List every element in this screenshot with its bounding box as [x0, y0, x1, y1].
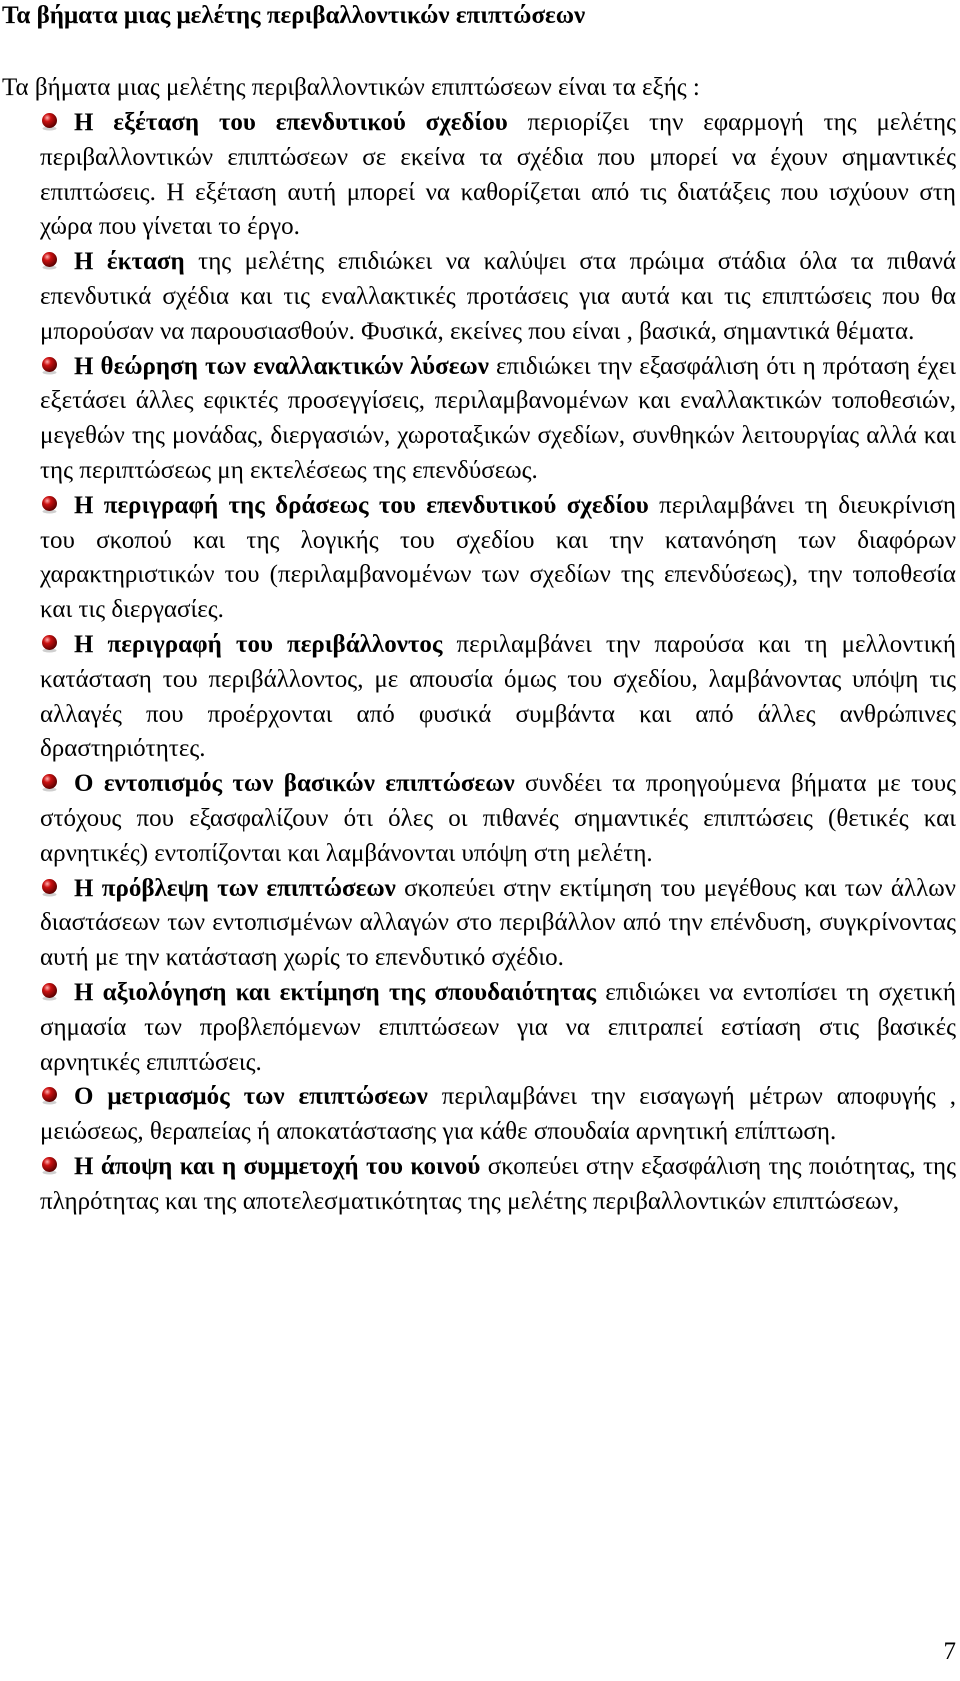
list-item	[40, 1080, 956, 1150]
list-item	[40, 245, 956, 349]
intro-paragraph: Τα βήματα μιας μελέτης περιβαλλοντικών επιπτώσεων είναι τα εξής :	[2, 74, 700, 101]
item-term: Ο εντοπισμός των βασικών επιπτώσεων	[74, 770, 515, 798]
red-ball-bullet-icon	[40, 356, 59, 375]
list-item	[40, 489, 956, 628]
red-ball-bullet-icon	[40, 112, 59, 131]
page-title: Τα βήματα μιας μελέτης περιβαλλοντικών επιπτώσεων	[2, 2, 586, 29]
item-term: Ο μετριασμός των επιπτώσεων	[74, 1083, 428, 1111]
item-text: περιλαμβάνει τη διευκρίνιση του σκοπού και της λογικής του σχεδίου και την κατανόηση των διαφόρων χαρακτηριστικών του (περιλαμβανομένων των σχεδίων της επενδύσεως), την τοποθεσία και τις διεργασίες.	[40, 491, 957, 624]
item-text: περιορίζει την εφαρμογή της μελέτης περιβαλλοντικών επιπτώσεων σε εκείνα τα σχέδια που μπορεί να έχουν σημαντικές επιπτώσεις. Η εξέταση αυτή μπορεί να καθορίζεται από τις διατάξεις που ισχύουν στη χώρα που γίνεται το έργο.	[40, 109, 956, 241]
page-number: 7	[943, 1638, 956, 1665]
red-ball-bullet-icon	[40, 1086, 59, 1105]
red-ball-bullet-icon	[40, 773, 59, 792]
item-text: επιδιώκει την εξασφάλιση ότι η πρόταση έχει εξετάσει άλλες εφικτές προσεγγίσεις, περιλαμβανομένων και εναλλακτικών τοποθεσιών, μεγεθών της μονάδας, διεργασιών, χωροταξικών σχεδίων, συνθηκών λειτουργίας αλλά και της περιπτώσεως μη εκτελέσεως της επενδύσεως.	[40, 352, 956, 484]
item-term: Η άποψη και η συμμετοχή του κοινού	[74, 1152, 481, 1180]
red-ball-bullet-icon	[40, 1156, 59, 1175]
item-text: περιλαμβάνει την εισαγωγή μέτρων αποφυγής , μειώσεως, θεραπείας ή αποκατάστασης για κάθε σπουδαία αρνητική επίπτωση.	[40, 1083, 956, 1146]
item-term: Η εξέταση του επενδυτικού σχεδίου	[74, 109, 508, 136]
list-item	[40, 767, 956, 871]
list-item	[40, 1150, 956, 1220]
red-ball-bullet-icon	[40, 982, 59, 1001]
list-item	[40, 350, 956, 489]
item-term: Η θεώρηση των εναλλακτικών λύσεων	[74, 352, 489, 380]
red-ball-bullet-icon	[40, 495, 59, 514]
item-text: συνδέει τα προηγούμενα βήματα με τους στόχους που εξασφαλίζουν ότι όλες οι πιθανές σημαντικές επιπτώσεις (θετικές και αρνητικές) εντοπίζονται και λαμβάνονται υπόψη στη μελέτη.	[40, 770, 956, 867]
list-item	[40, 976, 956, 1080]
item-text: σκοπεύει στην εκτίμηση του μεγέθους και των άλλων διαστάσεων των εντοπισμένων αλλαγών στο περιβάλλον από την επένδυση, συγκρίνοντας αυτή με την κατάσταση χωρίς το επενδυτικό σχέδιο.	[40, 874, 956, 972]
item-text: σκοπεύει στην εξασφάλιση της ποιότητας, της πληρότητας και της αποτελεσματικότητας της μελέτης περιβαλλοντικών επιπτώσεων,	[40, 1152, 956, 1215]
item-term: Η περιγραφή του περιβάλλοντος	[74, 630, 443, 658]
red-ball-bullet-icon	[40, 251, 59, 270]
item-term: Η έκταση	[74, 248, 185, 276]
bullet-list	[40, 106, 956, 1220]
list-item	[40, 872, 956, 976]
item-term: Η αξιολόγηση και εκτίμηση της σπουδαιότητας	[74, 978, 597, 1006]
item-text: περιλαμβάνει την παρούσα και τη μελλοντική κατάσταση του περιβάλλοντος, με απουσία όμως του σχεδίου, λαμβάνοντας υπόψη τις αλλαγές που προέρχονται από φυσικά συμβάντα και από άλλες ανθρώπινες δραστηριότητες.	[40, 630, 956, 763]
item-term: Η περιγραφή της δράσεως του επενδυτικού σχεδίου	[74, 491, 649, 519]
item-text: της μελέτης επιδιώκει να καλύψει στα πρώιμα στάδια όλα τα πιθανά επενδυτικά σχέδια και τις εναλλακτικές προτάσεις για αυτά και τις επιπτώσεις που θα μπορούσαν να παρουσιασθούν. Φυσικά, εκείνες που είναι , βασικά, σημαντικά θέματα.	[40, 248, 956, 345]
red-ball-bullet-icon	[40, 878, 59, 897]
item-text: επιδιώκει να εντοπίσει τη σχετική σημασία των προβλεπόμενων επιπτώσεων για να επιτραπεί εστίαση στις βασικές αρνητικές επιπτώσεις.	[40, 978, 956, 1076]
red-ball-bullet-icon	[40, 634, 59, 653]
list-item	[40, 106, 956, 245]
item-term: Η πρόβλεψη των επιπτώσεων	[74, 874, 396, 902]
list-item	[40, 628, 956, 767]
